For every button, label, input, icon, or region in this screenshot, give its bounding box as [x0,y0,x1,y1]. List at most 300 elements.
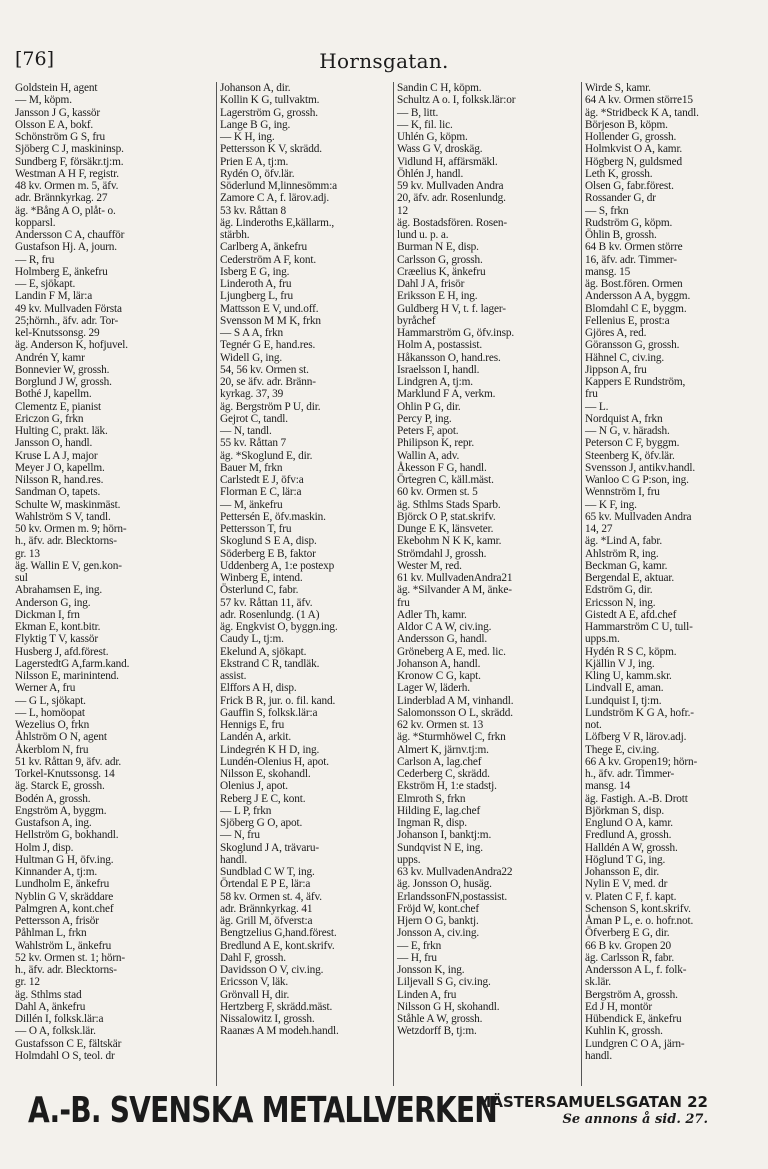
directory-entry: Flyktig T V, kassör [15,633,98,646]
directory-entry: Nylin E V, med. dr [585,878,668,891]
directory-entry: Ekman E, kont.bitr. [15,621,101,633]
directory-entry: Lundquist I, tj:m. [585,694,662,707]
directory-entry: — K H, ing. [220,131,275,143]
directory-entry: Kruse L A J, major [15,449,98,462]
directory-entry: äg. Bergström P U, dir. [220,400,321,413]
directory-entry: äg. Carlsson R, fabr. [585,951,675,964]
directory-entry: kopparsl. [15,216,56,229]
directory-entry: Wetzdorff B, tj:m. [397,1025,477,1038]
directory-entry: v. Platen C F, f. kapt. [585,890,677,903]
page-title: Hornsgatan. [319,49,449,73]
directory-entry: Skoglund S E A, disp. [220,535,317,548]
directory-entry: 66 A kv. Gropen19; hörn- [585,755,698,768]
directory-entry: Pettersson A, frisör [15,915,99,927]
directory-entry: Andrén Y, kamr [15,351,85,364]
directory-entry: assist. [220,670,247,682]
directory-entry: Jansson J G, kassör [15,106,101,119]
directory-entry: Nyblin G V, skräddare [15,890,114,903]
directory-entry: Pettersson T, fru [220,523,292,535]
directory-entry: Kjällin V J, ing. [585,657,655,670]
directory-entry: Löfberg V R, lärov.adj. [585,731,687,744]
directory-entry: 52 kv. Ormen st. 1; hörn- [15,951,126,964]
directory-entry: Ericsson V, läk. [220,976,289,989]
directory-entry: Hulting C, prakt. läk. [15,425,108,437]
directory-entry: Ohlin P G, dir. [397,400,461,413]
directory-entry: Linderblad A M, vinhandl. [397,694,514,707]
directory-entry: äg. Jonsson O, husäg. [397,878,492,891]
directory-entry: Adler Th, kamr. [397,608,467,621]
directory-entry: Beckman G, kamr. [585,559,668,572]
directory-entry: Florman E C, lär:a [220,486,302,499]
directory-entry: Lundén-Olenius H, apot. [220,755,329,768]
directory-entry: Bonnevier W, grossh. [15,363,110,376]
directory-entry: Halldén A W, grossh. [585,841,678,854]
directory-entry: Isberg E G, ing. [220,265,290,278]
directory-entry: Sjöberg C J, maskininsp. [15,143,124,156]
directory-entry: Öhlin B, grossh. [585,229,657,241]
directory-entry: — B, litt. [397,106,439,119]
directory-entry: Lindvall E, aman. [585,682,664,695]
directory-entry: — O A, folksk.lär. [15,1025,96,1038]
directory-entry: Wennström I, fru [585,486,660,499]
directory-column-3 [393,82,580,1086]
directory-entry: Landén A, arkit. [220,731,292,744]
directory-entry: — N, tandl. [220,425,272,437]
directory-entry: gr. 12 [15,976,40,989]
directory-entry: Hollender G, grossh. [585,131,677,143]
directory-entry: h., äfv. adr. Blecktorns- [15,535,117,548]
directory-entry: Holmdahl O S, teol. dr [15,1049,115,1062]
directory-entry: Wezelius O, frkn [15,719,90,731]
directory-entry: Philipson K, repr. [397,437,475,450]
directory-entry: Caudy L, tj:m. [220,633,284,646]
directory-entry: Bauer M, frkn [220,461,283,474]
directory-entry: 51 kv. Råttan 9, äfv. adr. [15,755,122,768]
directory-entry: Pettersson K V, skrädd. [220,143,322,156]
directory-entry: Holm A, postassist. [397,339,483,352]
directory-column-2 [216,82,392,1086]
directory-entry: — L, homöopat [15,706,85,719]
advertiser-address: MÄSTERSAMUELSGATAN 22 [476,1093,708,1111]
directory-entry: äg. Grill M, öfverst:a [220,915,313,927]
directory-entry: Kronow C G, kapt. [397,670,481,682]
directory-entry: Ekstrand C R, tandläk. [220,657,320,670]
advertiser-name: A.-B. SVENSKA METALLVERKEN [28,1090,497,1131]
directory-entry: adr. Brännkyrkag. 27 [15,192,108,205]
directory-entry: 62 kv. Ormen st. 13 [397,719,484,731]
directory-entry: — S A A, frkn [220,327,284,339]
directory-entry: — L P, frkn [220,804,272,817]
directory-entry: Gustafson Hj. A, journ. [15,241,117,254]
directory-entry: Dahl F, grossh. [220,951,286,964]
directory-entry: Strömdahl J, grossh. [397,547,487,560]
directory-entry: Rydén O, öfv.lär. [220,167,295,180]
directory-entry: Thege E, civ.ing. [585,743,660,756]
directory-entry: Höglund T G, ing. [585,853,666,866]
directory-entry: Sundqvist N E, ing. [397,841,483,854]
directory-entry: äg. Linderoths E,källarm., [220,216,335,229]
directory-entry: 64 B kv. Ormen större [585,241,683,254]
directory-entry: 63 kv. MullvadenAndra22 [397,866,513,878]
directory-entry: Hammarström G, öfv.insp. [397,327,515,339]
directory-entry: Sandman O, tapets. [15,486,101,499]
directory-entry: Jonsson A, civ.ing. [397,927,480,940]
directory-entry: Vidlund H, affärsmäkl. [397,155,498,168]
directory-entry: Ed J H, montör [585,1000,652,1013]
directory-entry: Fröjd W, kont.chef [397,902,480,915]
directory-entry: Schulte W, maskinmäst. [15,498,121,511]
directory-entry: 58 kv. Ormen st. 4, äfv. [220,890,322,903]
directory-entry: Jippson A, fru [585,363,647,376]
directory-entry: äg. *Silvander A M, änke- [397,584,512,597]
directory-entry: Wallin A, adv. [397,449,460,462]
directory-entry: mansg. 14 [585,780,631,793]
directory-entry: — E, sjökapt. [15,278,76,290]
directory-entry: sul [15,572,28,584]
page-header [15,48,753,74]
directory-entry: Elffors A H, disp. [220,682,297,695]
directory-entry: Palmgren A, kont.chef [15,902,114,915]
directory-entry: Lundström K G A, hofr.- [585,706,694,719]
directory-entry: 55 kv. Råttan 7 [220,437,287,450]
directory-entry: 25;hörnh., äfv. adr. Tor- [15,314,119,327]
directory-entry: mansg. 15 [585,265,631,278]
directory-entry: Hertzberg F, skrädd.mäst. [220,1000,333,1013]
directory-entry: Mattsson E V, und.off. [220,302,319,315]
directory-entry: Gustafson A, ing. [15,817,92,829]
directory-entry: Hultman G H, öfv.ing. [15,853,114,866]
directory-entry: Clementz E, pianist [15,400,101,413]
directory-entry: Hilding E, lag.chef [397,804,481,817]
directory-entry: Elmroth S, frkn [397,792,466,805]
directory-entry: äg. Engkvist O, byggn.ing. [220,621,338,633]
directory-entry: Werner A, fru [15,682,76,695]
directory-entry: Öhlén J, handl. [397,167,464,180]
directory-entry: Wanloo C G P:son, ing. [585,474,689,486]
directory-entry: upps. [397,853,421,866]
advertisement-reference: Se annons å sid. 27. [562,1112,708,1127]
directory-entry: Örtegren C, käll.mäst. [397,474,494,486]
directory-entry: Aldor C A W, civ.ing. [397,621,492,633]
directory-entry: Guldberg H V, t. f. lager- [397,302,506,315]
directory-entry: Carlberg A, änkefru [220,241,307,254]
directory-entry: äg. Sthlms Stads Sparb. [397,498,501,511]
directory-entry: Engström A, byggm. [15,804,107,817]
directory-entry: Lagerström G, grossh. [220,106,318,119]
directory-entry: 53 kv. Råttan 8 [220,204,287,217]
directory-entry: Schenson S, kont.skrifv. [585,902,691,915]
directory-entry: — K, fil. lic. [397,118,453,131]
directory-entry: Sjöberg G O, apot. [220,817,303,829]
directory-entry: sk.lär. [585,976,611,989]
directory-entry: Påhlman L, frkn [15,927,87,940]
directory-entry: Blomdahl C E, byggm. [585,302,687,315]
directory-entry: Raanæs A M modeh.handl. [220,1025,339,1038]
directory-entry: Svensson J, antikv.handl. [585,461,696,474]
directory-entry: Almert K, järnv.tj:m. [397,743,489,756]
directory-column-1 [15,82,211,1086]
directory-entry: 66 B kv. Gropen 20 [585,939,671,952]
directory-entry: Olsson E A, bokf. [15,118,94,131]
directory-entry: Johansson E, dir. [585,866,660,878]
directory-entry: Åkesson F G, handl. [397,461,487,474]
directory-entry: Gjöres A, red. [585,327,647,339]
directory-entry: h., äfv. adr. Blecktorns- [15,964,117,976]
directory-entry: Carlson A, lag.chef [397,755,482,768]
directory-entry: Cederström A F, kont. [220,253,317,266]
directory-entry: — E, frkn [397,939,442,952]
directory-entry: Holm J, disp. [15,841,74,854]
directory-entry: Uddenberg A, 1:e postexp [220,559,335,572]
directory-entry: Hjern O G, banktj. [397,915,479,927]
directory-entry: Göransson G, grossh. [585,339,680,352]
directory-entry: — R, fru [15,253,55,266]
directory-entry: Gröneberg A E, med. lic. [397,645,506,658]
directory-entry: Hähnel C, civ.ing. [585,351,665,364]
directory-entry: Ståhle A W, grossh. [397,1013,483,1025]
directory-entry: Percy P, ing. [397,412,452,425]
directory-entry: Steenberg K, öfv.lär. [585,449,675,462]
directory-entry: Dunge E K, länsveter. [397,523,494,535]
directory-entry: Sandin C H, köpm. [397,82,482,94]
directory-entry: Sundberg F, försäkr.tj:m. [15,155,124,168]
directory-entry: Söderberg E B, faktor [220,547,316,560]
directory-entry: Gustafsson C E, fältskär [15,1037,122,1050]
directory-entry: 20, se äfv. adr. Bränn- [220,376,316,388]
directory-entry: Andersson G, handl. [397,633,488,646]
directory-entry: Björck O P, stat.skrifv. [397,510,496,523]
directory-entry: Lundgren C O A, järn- [585,1037,685,1050]
directory-entry: Torkel-Knutssonsg. 14 [15,768,115,780]
directory-entry: Lindgren A, tj:m. [397,376,473,388]
directory-entry: äg. Bost.fören. Ormen [585,278,683,290]
directory-entry: Leth K, grossh. [585,167,653,180]
directory-entry: Landin F M, lär:a [15,290,93,303]
directory-entry: Johanson I, banktj:m. [397,829,492,842]
directory-entry: Nordquist A, frkn [585,412,663,425]
directory-entry: Bredlund A E, kont.skrifv. [220,939,335,952]
directory-entry: Widell G, ing. [220,351,283,364]
directory-entry: Sundblad C W T, ing. [220,866,315,878]
directory-entry: Andersson A A, byggm. [585,290,691,303]
directory-entry: Skoglund J A, trävaru- [220,841,319,854]
directory-entry: Cederberg C, skrädd. [397,768,490,780]
directory-entry: Johanson A, handl. [397,657,481,670]
directory-entry: äg. Wallin E V, gen.kon- [15,559,122,572]
directory-entry: Rudström G, köpm. [585,216,673,229]
directory-entry: Salomonsson O L, skrädd. [397,706,513,719]
directory-entry: Hellström G, bokhandl. [15,829,119,842]
directory-entry: Davidsson O V, civ.ing. [220,964,324,976]
directory-entry: äg. *Skoglund E, dir. [220,449,313,462]
directory-entry: Lager W, läderh. [397,682,470,695]
directory-entry: Lindegrén K H D, ing. [220,743,320,756]
directory-entry: Burman N E, disp. [397,241,479,254]
directory-entry: — M, änkefru [220,498,283,511]
directory-entry: Åhlström O N, agent [15,731,107,744]
directory-entry: Dillén I, folksk.lär:a [15,1013,104,1025]
directory-entry: Wirde S, kamr. [585,82,651,94]
directory-entry: Ekelund A, sjökapt. [220,645,307,658]
directory-entry: Carlstedt E J, öfv:a [220,474,304,486]
directory-entry: 14, 27 [585,523,613,535]
directory-entry: äg. *Lind A, fabr. [585,535,662,548]
directory-entry: fru [397,596,410,609]
directory-entry: Olsen G, fabr.förest. [585,180,674,192]
directory-entry: gr. 13 [15,547,40,560]
directory-entry: Westman A H F, registr. [15,167,119,180]
directory-entry: Börjeson B, köpm. [585,118,668,131]
directory-entry: Ingman R, disp. [397,817,467,829]
directory-entry: Nissalowitz I, grossh. [220,1013,315,1025]
directory-entry: Öfverberg E G, dir. [585,927,670,940]
directory-entry: Tegnér G E, hand.res. [220,339,316,352]
directory-entry: Schönström G S, fru [15,131,106,143]
page-number: [76] [15,48,55,70]
directory-entry: äg. Starck E, grossh. [15,780,105,793]
directory-entry: Ericsson N, ing. [585,596,656,609]
directory-entry: Ericzon G, frkn [15,412,84,425]
directory-entry: Dickman I, frn [15,608,80,621]
directory-entry: Fellenius E, prost:a [585,314,670,327]
directory-entry: not. [585,719,602,731]
directory-entry: Söderlund M,linnesömm:a [220,180,338,192]
directory-entry: Pettersén E, öfv.maskin. [220,510,326,523]
directory-entry: 65 kv. Mullvaden Andra [585,510,692,523]
directory-entry: Lundholm E, änkefru [15,878,110,891]
directory-entry: LagerstedtG A,farm.kand. [15,657,130,670]
directory-entry: Edström G, dir. [585,584,653,597]
directory-entry: stärbh. [220,229,250,241]
directory-entry: ErlandssonFN,postassist. [397,890,508,903]
directory-entry: Goldstein H, agent [15,82,98,94]
directory-entry: Ljungberg L, fru [220,290,293,303]
directory-entry: Wass G V, droskäg. [397,143,483,156]
directory-entry: — G L, sjökapt. [15,694,86,707]
directory-entry: Bodén A, grossh. [15,792,91,805]
directory-entry: kyrkag. 37, 39 [220,388,284,401]
directory-entry: Nilsson G H, skohandl. [397,1000,500,1013]
directory-entry: Nilsson E, marinintend. [15,670,119,682]
directory-entry: 20, äfv. adr. Rosenlundg. [397,192,506,205]
directory-entry: Johanson A, dir. [220,82,291,94]
directory-entry: Uhlén G, köpm. [397,131,468,143]
directory-entry: kel-Knutssonsg. 29 [15,327,100,339]
directory-column-4 [581,82,763,1086]
directory-entry: Andersson A L, f. folk- [585,964,687,976]
directory-entry: upps.m. [585,633,620,646]
directory-entry: — S, frkn [585,204,629,217]
directory-entry: Åkerblom N, fru [15,743,89,756]
directory-entry: Holmkvist O A, kamr. [585,143,683,156]
directory-entry: Nilsson R, hand.res. [15,474,104,486]
directory-entry: Zamore C A, f. lärov.adj. [220,192,330,205]
directory-entry: 50 kv. Ormen m. 9; hörn- [15,523,127,535]
directory-entry: byråchef [397,314,436,327]
directory-entry: Reberg J E C, kont. [220,792,306,805]
directory-entry: Grönvall H, dir. [220,988,290,1001]
directory-entry: Bergström A, grossh. [585,988,678,1001]
directory-entry: Gejrot C, tandl. [220,412,288,425]
directory-entry: Carlsson G, grossh. [397,253,483,266]
directory-entry: Eriksson E H, ing. [397,290,478,303]
directory-entry: 57 kv. Råttan 11, äfv. [220,596,313,609]
directory-columns [15,82,759,1086]
directory-entry: 12 [397,204,408,217]
directory-entry: Olenius J, apot. [220,780,288,793]
directory-entry: Borglund J W, grossh. [15,376,112,388]
directory-entry: Håkansson O, hand.res. [397,351,501,364]
directory-entry: Jansson O, handl. [15,437,93,450]
directory-entry: Husberg J, afd.förest. [15,645,109,658]
directory-entry: Gauffin S, folksk.lär:a [220,706,318,719]
directory-entry: Dahl J A, frisör [397,278,465,290]
directory-entry: Prien E A, tj:m. [220,155,289,168]
directory-entry: Linderoth A, fru [220,278,292,290]
directory-entry: adr. Rosenlundg. (1 A) [220,608,320,621]
directory-entry: Ahlström R, ing. [585,547,659,560]
directory-entry: Meyer J O, kapellm. [15,461,105,474]
directory-entry: Kinnander A, tj:m. [15,866,98,878]
directory-entry: Ekström H, 1:e stadstj. [397,780,497,793]
directory-entry: Jonsson K, ing. [397,964,465,976]
directory-entry: Kuhlin K, grossh. [585,1025,663,1038]
directory-entry: Örtendal E P E, lär:a [220,878,311,891]
directory-entry: Wester M, red. [397,559,462,572]
directory-entry: — N, fru [220,829,260,842]
directory-entry: Peters F, apot. [397,425,459,437]
directory-entry: äg. *Sturmhöwel C, frkn [397,731,506,744]
directory-entry: Cræelius K, änkefru [397,265,486,278]
directory-entry: Hydén R S C, köpm. [585,645,677,658]
directory-entry: Nilsson E, skohandl. [220,768,311,780]
directory-entry: Holmberg E, änkefru [15,265,108,278]
directory-entry: Högberg N, guldsmed [585,155,683,168]
directory-entry: 48 kv. Ormen m. 5, äfv. [15,180,119,192]
advertisement-banner [28,1090,708,1130]
directory-entry: Rossander G, dr [585,192,656,205]
directory-entry: Englund O A, kamr. [585,817,673,829]
directory-entry: Österlund C, fabr. [220,584,299,597]
directory-entry: Peterson C F, byggm. [585,437,680,450]
directory-entry: — L. [585,400,609,413]
directory-entry: lund u. p. a. [397,229,449,241]
directory-entry: Andersson C A, chaufför [15,229,125,241]
directory-entry: — N G, v. häradsh. [585,425,670,437]
directory-entry: Ekebohm N K K, kamr. [397,535,502,548]
directory-entry: Schultz A o. I, folksk.lär:or [397,94,516,107]
directory-entry: Bergendal E, aktuar. [585,572,675,584]
directory-entry: Marklund F A, verkm. [397,388,496,401]
directory-entry: 61 kv. MullvadenAndra21 [397,572,513,584]
directory-entry: Kling U, kamm.skr. [585,670,672,682]
directory-entry: Bengtzelius G,hand.förest. [220,927,337,940]
directory-entry: Björkman S, disp. [585,804,665,817]
directory-entry: Kollin K G, tullvaktm. [220,94,320,107]
directory-entry: Wahlström S V, tandl. [15,510,111,523]
directory-entry: Anderson G, ing. [15,596,91,609]
directory-entry: Lange B G, ing. [220,118,291,131]
directory-entry: äg. Fastigh. A.-B. Drott [585,792,688,805]
directory-entry: Gistedt A E, afd.chef [585,608,677,621]
directory-entry: äg. Sthlms stad [15,988,82,1001]
directory-entry: 49 kv. Mullvaden Första [15,302,122,315]
directory-entry: adr. Brännkyrkag. 41 [220,902,313,915]
directory-entry: 16, äfv. adr. Timmer- [585,253,677,266]
directory-entry: Bothé J, kapellm. [15,388,92,401]
directory-entry: äg. *Bång A O, plåt- o. [15,204,116,217]
directory-entry: äg. *Stridbeck K A, tandl. [585,106,699,119]
